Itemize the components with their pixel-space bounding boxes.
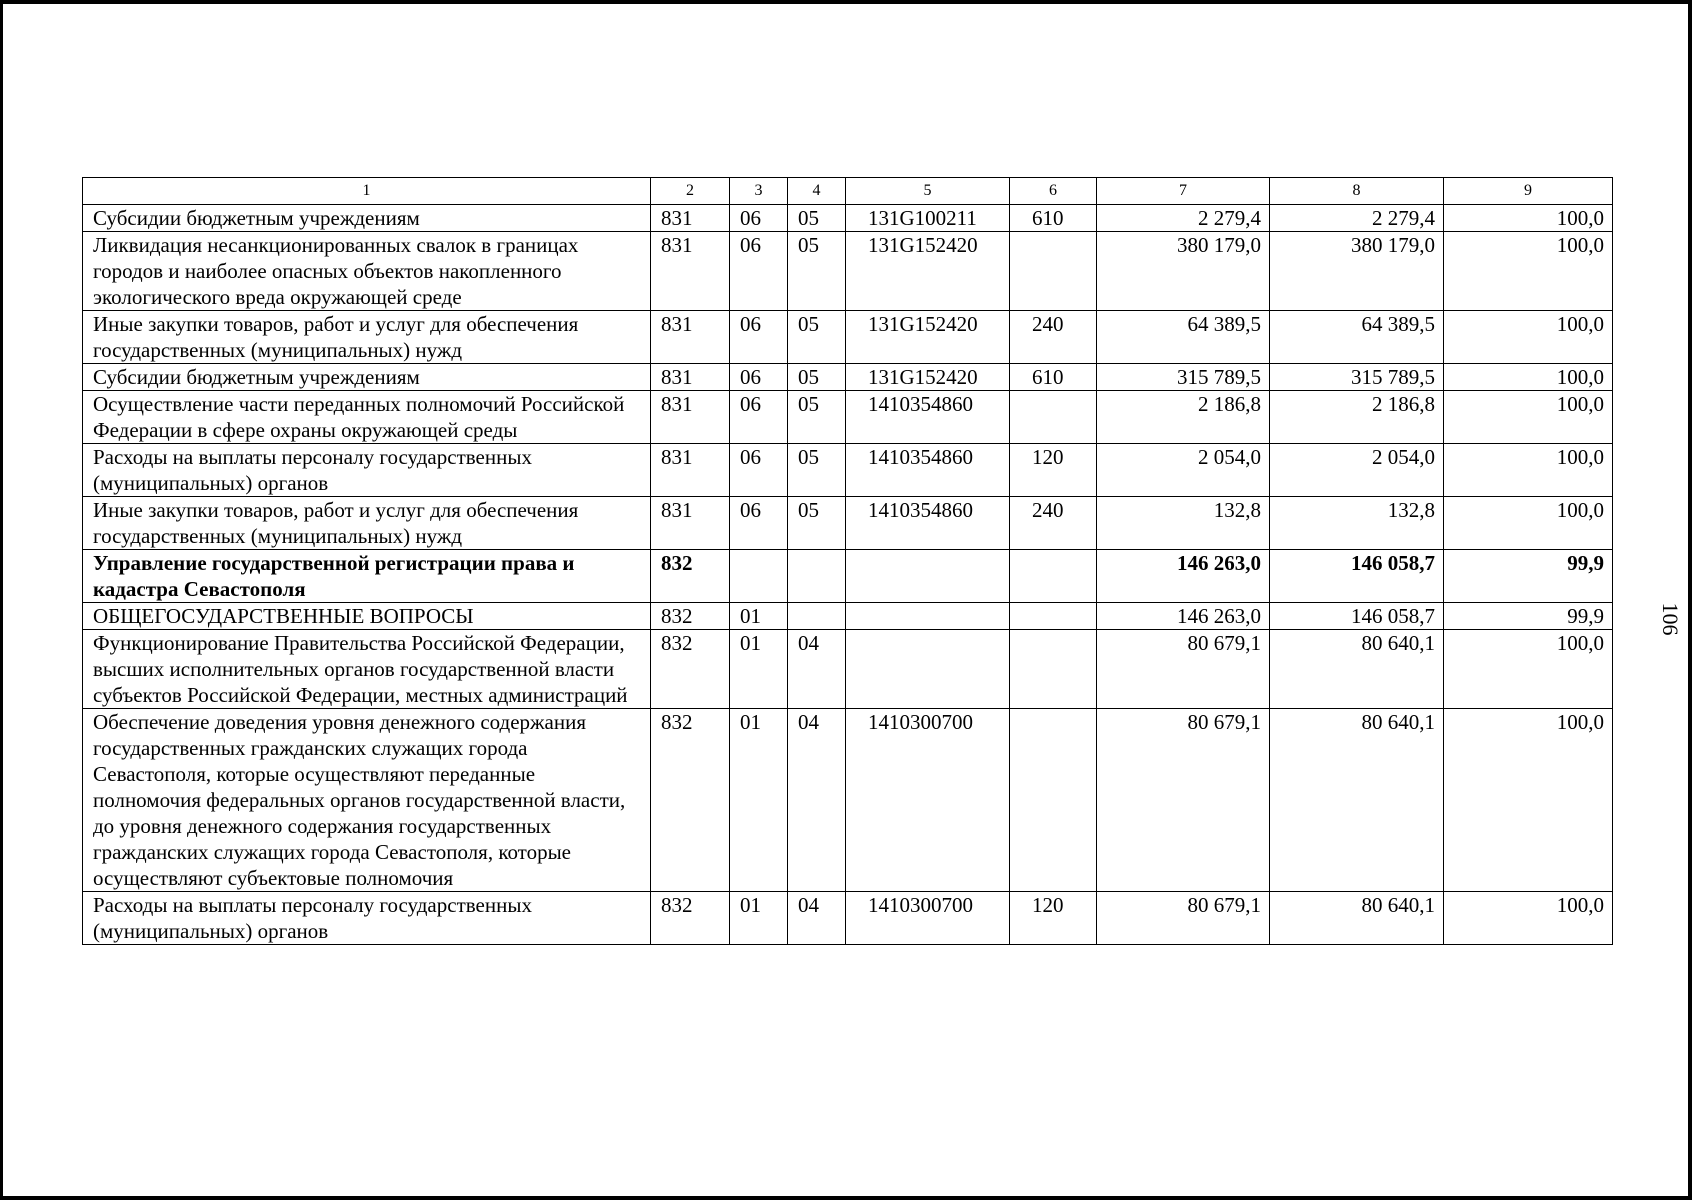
row-pr [788, 603, 846, 630]
row-name: Функционирование Правительства Российской Федерации, высших исполнительных органов государственной власти субъектов Российской Федерации, местных администраций [83, 630, 651, 709]
table-row [83, 444, 1613, 497]
row-ved: 831 [651, 391, 730, 444]
row-rz [730, 550, 788, 603]
row-csr [846, 630, 1010, 709]
row-name: Расходы на выплаты персоналу государственных (муниципальных) органов [83, 892, 651, 945]
row-fact: 2 186,8 [1270, 391, 1444, 444]
row-plan: 146 263,0 [1097, 603, 1270, 630]
row-csr: 131G152420 [846, 232, 1010, 311]
row-fact: 2 054,0 [1270, 444, 1444, 497]
row-pct: 100,0 [1444, 205, 1613, 232]
row-csr: 131G100211 [846, 205, 1010, 232]
row-ved: 831 [651, 364, 730, 391]
row-pr [788, 550, 846, 603]
row-pr: 05 [788, 497, 846, 550]
row-csr [846, 550, 1010, 603]
row-rz: 01 [730, 892, 788, 945]
table-row [83, 205, 1613, 232]
row-csr: 131G152420 [846, 364, 1010, 391]
row-vr: 240 [1010, 311, 1097, 364]
row-pct: 100,0 [1444, 364, 1613, 391]
row-rz: 06 [730, 364, 788, 391]
row-fact: 80 640,1 [1270, 630, 1444, 709]
table-row-agency-total [83, 550, 1613, 603]
row-rz: 06 [730, 311, 788, 364]
row-pct: 100,0 [1444, 630, 1613, 709]
row-csr: 1410300700 [846, 709, 1010, 892]
row-rz: 01 [730, 603, 788, 630]
table-row [83, 497, 1613, 550]
row-pr: 05 [788, 364, 846, 391]
row-csr: 1410300700 [846, 892, 1010, 945]
row-pr: 04 [788, 892, 846, 945]
row-fact: 146 058,7 [1270, 603, 1444, 630]
row-vr: 120 [1010, 892, 1097, 945]
row-rz: 06 [730, 205, 788, 232]
row-rz: 01 [730, 630, 788, 709]
row-pr: 04 [788, 630, 846, 709]
table-header-row [83, 178, 1613, 205]
row-ved: 831 [651, 311, 730, 364]
row-vr: 240 [1010, 497, 1097, 550]
row-ved: 831 [651, 444, 730, 497]
row-ved: 831 [651, 232, 730, 311]
table-row [83, 603, 1613, 630]
row-name: Расходы на выплаты персоналу государственных (муниципальных) органов [83, 444, 651, 497]
row-pr: 05 [788, 444, 846, 497]
row-plan: 315 789,5 [1097, 364, 1270, 391]
table-row [83, 364, 1613, 391]
row-fact: 132,8 [1270, 497, 1444, 550]
row-ved: 832 [651, 603, 730, 630]
row-ved: 832 [651, 892, 730, 945]
row-plan: 2 054,0 [1097, 444, 1270, 497]
row-plan: 146 263,0 [1097, 550, 1270, 603]
row-plan: 380 179,0 [1097, 232, 1270, 311]
row-rz: 06 [730, 444, 788, 497]
row-name: Иные закупки товаров, работ и услуг для обеспечения государственных (муниципальных) нужд [83, 497, 651, 550]
row-vr [1010, 391, 1097, 444]
header-cell: 7 [1097, 178, 1270, 205]
page-number: 106 [1658, 602, 1683, 636]
header-cell: 6 [1010, 178, 1097, 205]
row-plan: 132,8 [1097, 497, 1270, 550]
row-plan: 2 279,4 [1097, 205, 1270, 232]
row-ved: 832 [651, 550, 730, 603]
row-ved: 831 [651, 205, 730, 232]
row-csr: 1410354860 [846, 497, 1010, 550]
row-name: Обеспечение доведения уровня денежного содержания государственных гражданских служащих города Севастополя, которые осуществляют переданные полномочия федеральных органов государственной власти, до уровня денежного содержания государственных гражданских служащих города Севастополя, которые осуществляют субъектовые полномочия [83, 709, 651, 892]
row-pct: 100,0 [1444, 444, 1613, 497]
row-vr [1010, 709, 1097, 892]
table-row [83, 709, 1613, 892]
row-name: ОБЩЕГОСУДАРСТВЕННЫЕ ВОПРОСЫ [83, 603, 651, 630]
header-cell: 2 [651, 178, 730, 205]
row-pct: 99,9 [1444, 603, 1613, 630]
row-pct: 99,9 [1444, 550, 1613, 603]
row-plan: 80 679,1 [1097, 630, 1270, 709]
row-fact: 315 789,5 [1270, 364, 1444, 391]
table-row [83, 892, 1613, 945]
row-plan: 2 186,8 [1097, 391, 1270, 444]
row-vr: 610 [1010, 205, 1097, 232]
table-row [83, 311, 1613, 364]
row-pr: 05 [788, 205, 846, 232]
row-pct: 100,0 [1444, 892, 1613, 945]
row-fact: 2 279,4 [1270, 205, 1444, 232]
row-csr: 1410354860 [846, 444, 1010, 497]
row-name: Осуществление части переданных полномочий Российской Федерации в сфере охраны окружающей среды [83, 391, 651, 444]
row-fact: 80 640,1 [1270, 709, 1444, 892]
row-vr [1010, 603, 1097, 630]
row-rz: 06 [730, 232, 788, 311]
row-vr [1010, 232, 1097, 311]
row-name: Ликвидация несанкционированных свалок в границах городов и наиболее опасных объектов накопленного экологического вреда окружающей среде [83, 232, 651, 311]
row-ved: 832 [651, 630, 730, 709]
row-pct: 100,0 [1444, 311, 1613, 364]
budget-table [82, 177, 1613, 945]
header-cell: 9 [1444, 178, 1613, 205]
row-csr [846, 603, 1010, 630]
row-fact: 80 640,1 [1270, 892, 1444, 945]
header-cell: 4 [788, 178, 846, 205]
row-fact: 64 389,5 [1270, 311, 1444, 364]
row-vr [1010, 550, 1097, 603]
row-pr: 05 [788, 391, 846, 444]
table-row [83, 391, 1613, 444]
row-fact: 146 058,7 [1270, 550, 1444, 603]
row-pct: 100,0 [1444, 232, 1613, 311]
row-plan: 64 389,5 [1097, 311, 1270, 364]
row-name: Субсидии бюджетным учреждениям [83, 364, 651, 391]
header-cell: 5 [846, 178, 1010, 205]
table-row [83, 232, 1613, 311]
row-csr: 131G152420 [846, 311, 1010, 364]
row-pr: 04 [788, 709, 846, 892]
header-cell: 8 [1270, 178, 1444, 205]
row-plan: 80 679,1 [1097, 892, 1270, 945]
row-vr: 120 [1010, 444, 1097, 497]
row-rz: 06 [730, 497, 788, 550]
row-plan: 80 679,1 [1097, 709, 1270, 892]
row-csr: 1410354860 [846, 391, 1010, 444]
row-ved: 831 [651, 497, 730, 550]
header-cell: 1 [83, 178, 651, 205]
row-vr: 610 [1010, 364, 1097, 391]
row-vr [1010, 630, 1097, 709]
row-pct: 100,0 [1444, 391, 1613, 444]
row-fact: 380 179,0 [1270, 232, 1444, 311]
row-pct: 100,0 [1444, 709, 1613, 892]
row-rz: 06 [730, 391, 788, 444]
row-name: Субсидии бюджетным учреждениям [83, 205, 651, 232]
row-pr: 05 [788, 311, 846, 364]
header-cell: 3 [730, 178, 788, 205]
row-name: Управление государственной регистрации права и кадастра Севастополя [83, 550, 651, 603]
row-rz: 01 [730, 709, 788, 892]
row-pct: 100,0 [1444, 497, 1613, 550]
row-name: Иные закупки товаров, работ и услуг для обеспечения государственных (муниципальных) нужд [83, 311, 651, 364]
table-row [83, 630, 1613, 709]
row-ved: 832 [651, 709, 730, 892]
row-pr: 05 [788, 232, 846, 311]
